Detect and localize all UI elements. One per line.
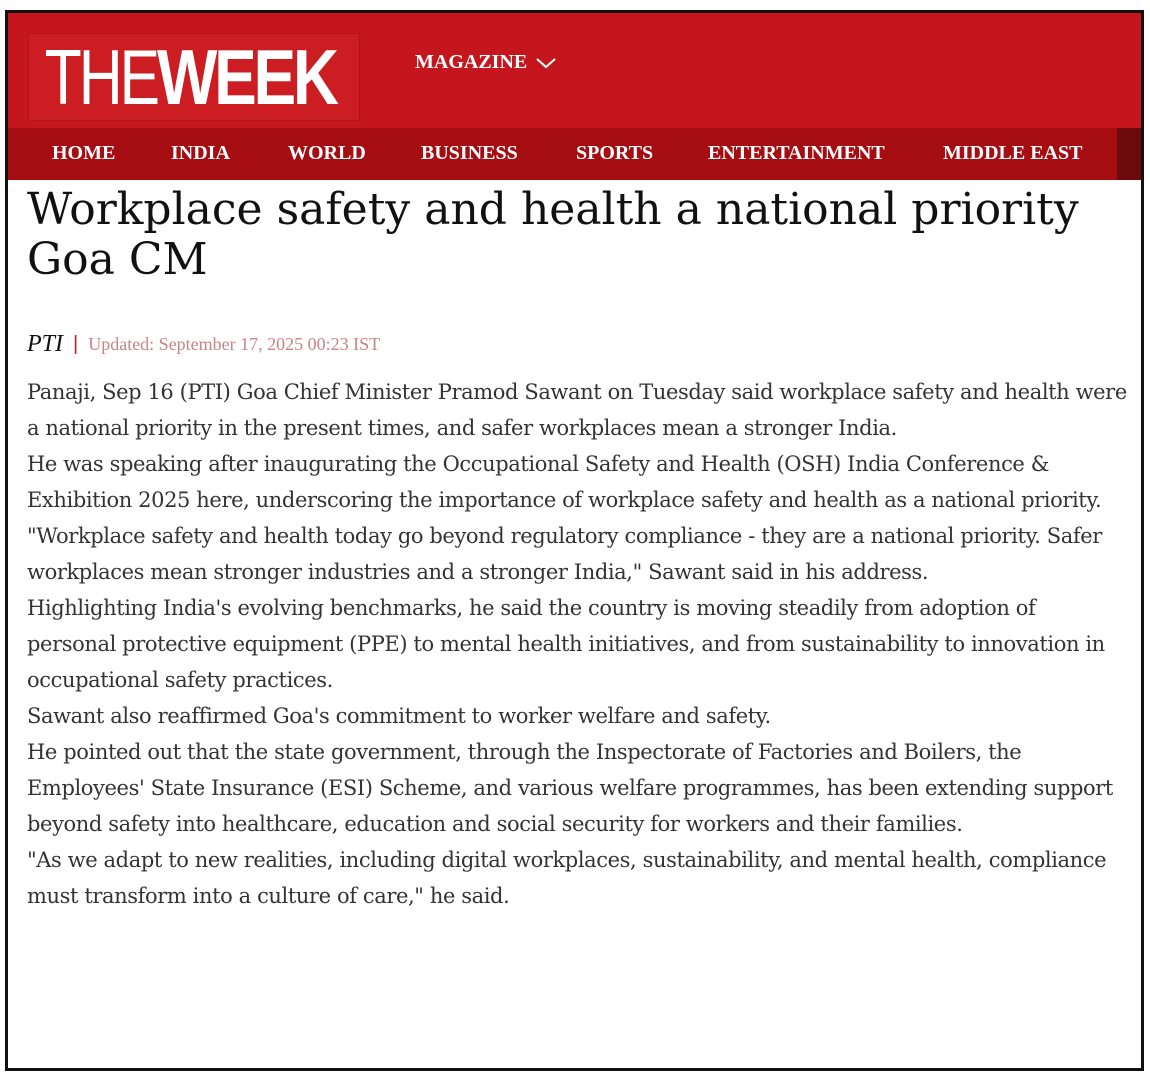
magazine-label: MAGAZINE <box>415 51 528 73</box>
article-paragraph: He was speaking after inaugurating the Occupational Safety and Health (OSH) India Conference & Exhibition 2025 here, underscoring the importance of workplace safety and health as a national priority. <box>27 452 1102 512</box>
nav-item-business[interactable]: BUSINESS <box>421 142 518 164</box>
article-paragraph: Sawant also reaffirmed Goa's commitment to worker welfare and safety. <box>27 704 771 728</box>
magazine-dropdown[interactable] <box>415 51 557 74</box>
main-navigation <box>8 128 1141 180</box>
site-masthead <box>8 13 1141 128</box>
byline-separator: | <box>73 333 79 355</box>
article-paragraph: Highlighting India's evolving benchmarks, he said the country is moving steadily from adoption of personal protective equipment (PPE) to mental health initiatives, and from sustainability to innovation in occupational safety practices. <box>27 596 1105 692</box>
updated-timestamp: Updated: September 17, 2025 00:23 IST <box>88 334 381 354</box>
article-body <box>27 374 1127 914</box>
article-paragraph: Panaji, Sep 16 (PTI) Goa Chief Minister Pramod Sawant on Tuesday said workplace safety and health were a national priority in the present times, and safer workplaces mean a stronger India. <box>27 380 1127 440</box>
article-paragraph: He pointed out that the state government, through the Inspectorate of Factories and Boilers, the Employees' State Insurance (ESI) Scheme, and various welfare programmes, has been extending support beyond safety into healthcare, education and social security for workers and their families. <box>27 740 1113 836</box>
article-paragraph: "As we adapt to new realities, including digital workplaces, sustainability, and mental health, compliance must transform into a culture of care," he said. <box>27 848 1107 908</box>
nav-item-sports[interactable]: SPORTS <box>576 142 654 164</box>
author-name: PTI <box>27 331 63 357</box>
logo-week-text: WEEK <box>157 33 336 121</box>
nav-item-home[interactable]: HOME <box>52 142 116 164</box>
article-byline <box>27 331 380 358</box>
nav-item-world[interactable]: WORLD <box>288 142 366 164</box>
screenshot-frame <box>5 10 1144 1071</box>
nav-scroll-edge <box>1117 128 1141 180</box>
site-logo[interactable] <box>28 33 360 121</box>
chevron-down-icon <box>535 56 557 70</box>
nav-item-middle-east[interactable]: MIDDLE EAST <box>943 142 1083 164</box>
nav-item-india[interactable]: INDIA <box>171 142 230 164</box>
article-headline: Workplace safety and health a national priority Goa CM <box>27 184 1079 285</box>
nav-item-entertainment[interactable]: ENTERTAINMENT <box>708 142 885 164</box>
article-paragraph: "Workplace safety and health today go beyond regulatory compliance - they are a national priority. Safer workplaces mean stronger industries and a stronger India," Sawant said in his address. <box>27 524 1102 584</box>
logo-the-text: THE <box>44 33 157 121</box>
